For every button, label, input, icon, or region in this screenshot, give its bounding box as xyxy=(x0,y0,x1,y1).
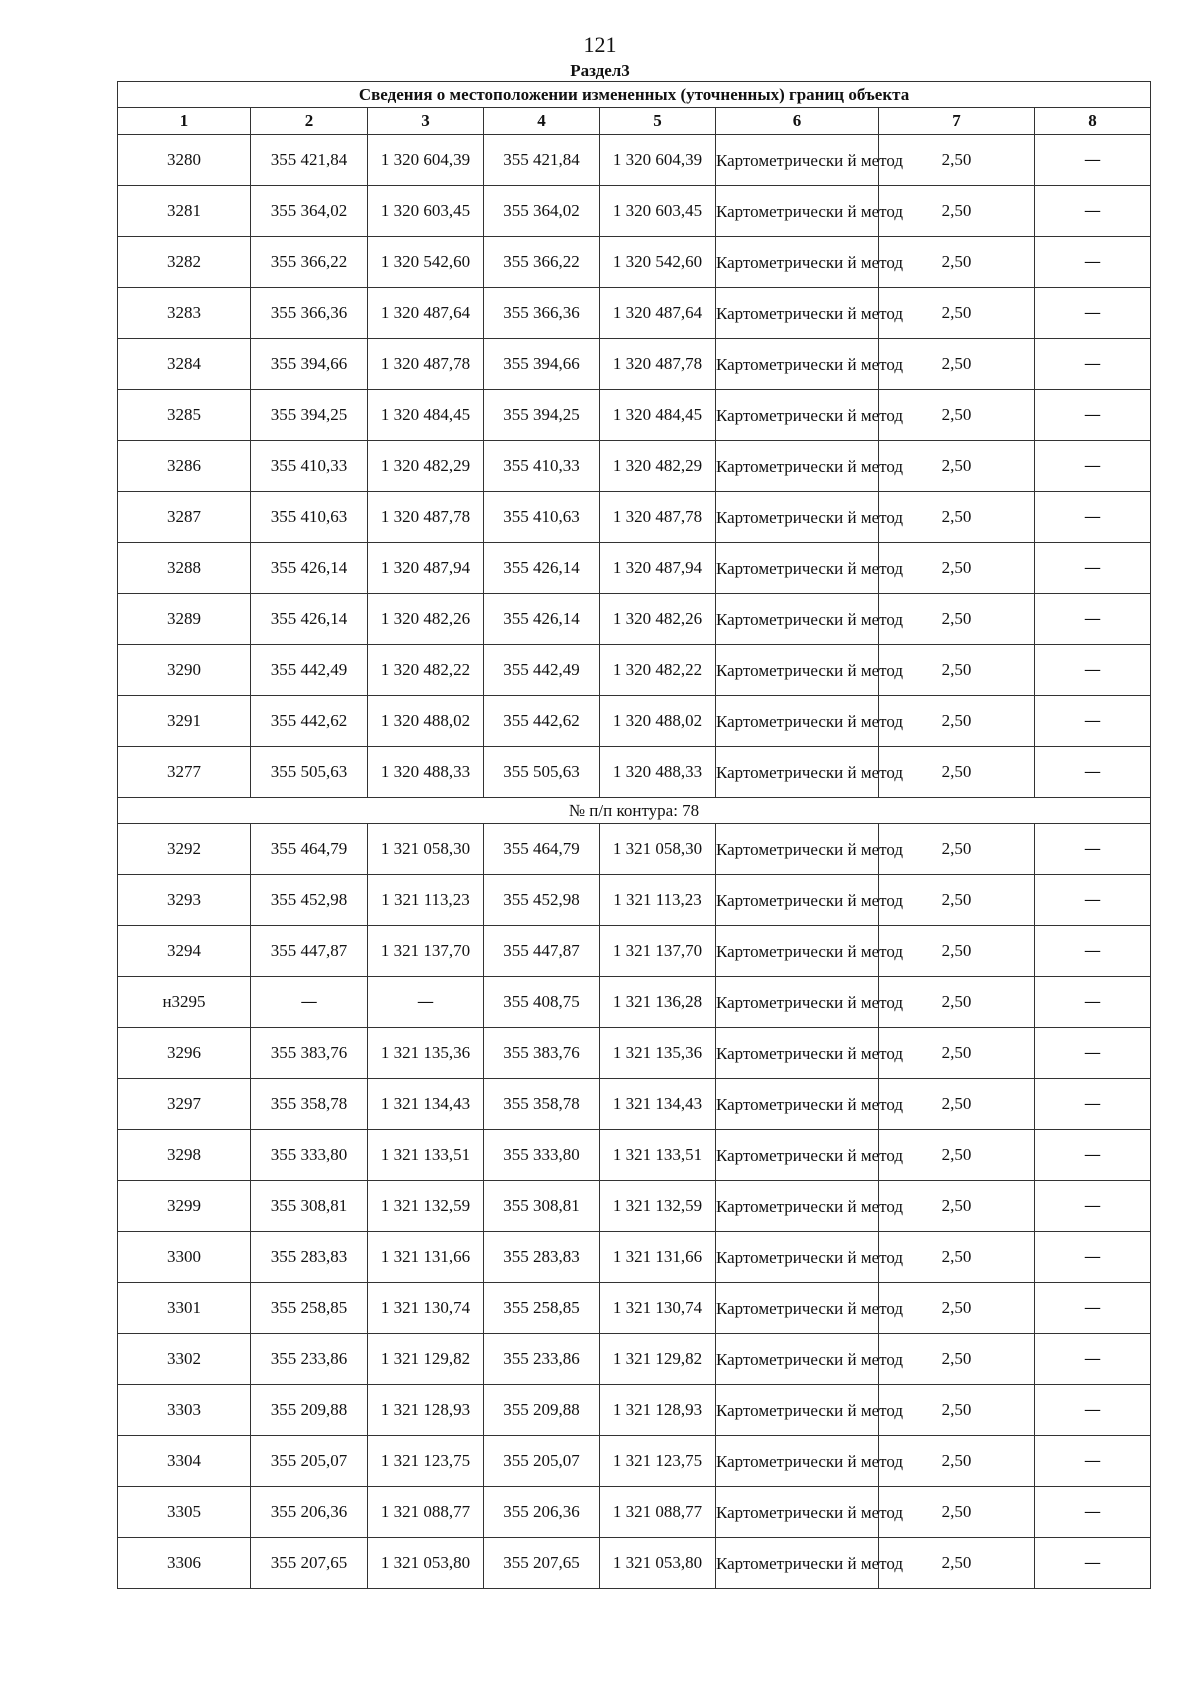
cell-note: — xyxy=(1035,1130,1151,1181)
table-row xyxy=(118,1334,1151,1385)
cell-x-new: 355 410,33 xyxy=(484,441,600,492)
cell-y-new: 1 320 487,64 xyxy=(600,288,716,339)
table-row xyxy=(118,1079,1151,1130)
page-number: 121 xyxy=(583,32,617,57)
cell-x-old: 355 366,22 xyxy=(251,237,368,288)
cell-accuracy: 2,50 xyxy=(879,1028,1035,1079)
table-row xyxy=(118,696,1151,747)
cell-x-old: 355 383,76 xyxy=(251,1028,368,1079)
point-number: 3285 xyxy=(118,390,251,441)
cell-x-new: 355 464,79 xyxy=(484,824,600,875)
table-row xyxy=(118,543,1151,594)
cell-method: Картометрически й метод xyxy=(716,747,879,798)
column-number: 8 xyxy=(1035,108,1151,135)
cell-y-new: 1 321 134,43 xyxy=(600,1079,716,1130)
cell-x-new: 355 408,75 xyxy=(484,977,600,1028)
cell-y-new: 1 320 487,94 xyxy=(600,543,716,594)
cell-x-old: 355 452,98 xyxy=(251,875,368,926)
cell-x-new: 355 442,49 xyxy=(484,645,600,696)
cell-method: Картометрически й метод xyxy=(716,186,879,237)
cell-y-old: 1 321 137,70 xyxy=(368,926,484,977)
point-number: 3300 xyxy=(118,1232,251,1283)
cell-accuracy: 2,50 xyxy=(879,1385,1035,1436)
table-row xyxy=(118,645,1151,696)
cell-x-new: 355 283,83 xyxy=(484,1232,600,1283)
column-number: 5 xyxy=(600,108,716,135)
cell-x-old: 355 358,78 xyxy=(251,1079,368,1130)
cell-method: Картометрически й метод xyxy=(716,543,879,594)
cell-accuracy: 2,50 xyxy=(879,1487,1035,1538)
cell-x-old: 355 426,14 xyxy=(251,543,368,594)
table-row xyxy=(118,594,1151,645)
cell-x-new: 355 426,14 xyxy=(484,594,600,645)
point-number: 3306 xyxy=(118,1538,251,1589)
cell-x-new: 355 206,36 xyxy=(484,1487,600,1538)
table-row xyxy=(118,186,1151,237)
column-number: 2 xyxy=(251,108,368,135)
table-row xyxy=(118,926,1151,977)
cell-x-new: 355 258,85 xyxy=(484,1283,600,1334)
cell-y-old: 1 321 129,82 xyxy=(368,1334,484,1385)
point-number: 3288 xyxy=(118,543,251,594)
table-row xyxy=(118,1283,1151,1334)
column-number: 7 xyxy=(879,108,1035,135)
cell-y-new: 1 321 131,66 xyxy=(600,1232,716,1283)
point-number: 3305 xyxy=(118,1487,251,1538)
point-number: 3293 xyxy=(118,875,251,926)
table-row xyxy=(118,441,1151,492)
table-row xyxy=(118,1130,1151,1181)
cell-note: — xyxy=(1035,543,1151,594)
point-number: 3289 xyxy=(118,594,251,645)
cell-note: — xyxy=(1035,1283,1151,1334)
cell-y-new: 1 320 542,60 xyxy=(600,237,716,288)
column-number-row xyxy=(118,108,1151,135)
cell-x-new: 355 308,81 xyxy=(484,1181,600,1232)
cell-y-old: 1 320 488,02 xyxy=(368,696,484,747)
table-row xyxy=(118,1028,1151,1079)
cell-x-old: 355 258,85 xyxy=(251,1283,368,1334)
table-row xyxy=(118,390,1151,441)
cell-accuracy: 2,50 xyxy=(879,288,1035,339)
cell-note: — xyxy=(1035,1028,1151,1079)
cell-accuracy: 2,50 xyxy=(879,1079,1035,1130)
table-row xyxy=(118,1181,1151,1232)
cell-method: Картометрически й метод xyxy=(716,1181,879,1232)
cell-y-new: 1 321 135,36 xyxy=(600,1028,716,1079)
cell-y-old: 1 320 482,22 xyxy=(368,645,484,696)
cell-y-old: 1 320 484,45 xyxy=(368,390,484,441)
cell-x-old: 355 207,65 xyxy=(251,1538,368,1589)
cell-y-old: 1 321 058,30 xyxy=(368,824,484,875)
cell-accuracy: 2,50 xyxy=(879,1538,1035,1589)
cell-method: Картометрически й метод xyxy=(716,1487,879,1538)
cell-x-old: 355 442,49 xyxy=(251,645,368,696)
cell-y-old: 1 320 487,78 xyxy=(368,492,484,543)
cell-y-old: 1 320 482,29 xyxy=(368,441,484,492)
cell-x-new: 355 394,66 xyxy=(484,339,600,390)
cell-note: — xyxy=(1035,441,1151,492)
cell-accuracy: 2,50 xyxy=(879,747,1035,798)
table-row xyxy=(118,875,1151,926)
cell-y-old: — xyxy=(368,977,484,1028)
cell-method: Картометрически й метод xyxy=(716,390,879,441)
table-row xyxy=(118,1487,1151,1538)
cell-y-new: 1 321 129,82 xyxy=(600,1334,716,1385)
cell-note: — xyxy=(1035,135,1151,186)
cell-y-old: 1 320 487,94 xyxy=(368,543,484,594)
column-number: 6 xyxy=(716,108,879,135)
cell-y-old: 1 321 133,51 xyxy=(368,1130,484,1181)
table-row xyxy=(118,237,1151,288)
cell-y-new: 1 321 128,93 xyxy=(600,1385,716,1436)
cell-accuracy: 2,50 xyxy=(879,926,1035,977)
cell-y-new: 1 320 603,45 xyxy=(600,186,716,237)
point-number: 3287 xyxy=(118,492,251,543)
cell-y-new: 1 321 088,77 xyxy=(600,1487,716,1538)
cell-x-old: 355 233,86 xyxy=(251,1334,368,1385)
cell-accuracy: 2,50 xyxy=(879,441,1035,492)
point-number: 3301 xyxy=(118,1283,251,1334)
contour-label: № п/п контура: 78 xyxy=(118,798,1151,824)
cell-x-new: 355 333,80 xyxy=(484,1130,600,1181)
cell-accuracy: 2,50 xyxy=(879,1283,1035,1334)
cell-note: — xyxy=(1035,390,1151,441)
cell-method: Картометрически й метод xyxy=(716,1232,879,1283)
cell-accuracy: 2,50 xyxy=(879,875,1035,926)
cell-note: — xyxy=(1035,1181,1151,1232)
point-number: 3299 xyxy=(118,1181,251,1232)
column-number: 1 xyxy=(118,108,251,135)
cell-y-new: 1 320 488,33 xyxy=(600,747,716,798)
point-number: 3281 xyxy=(118,186,251,237)
point-number: 3292 xyxy=(118,824,251,875)
cell-method: Картометрически й метод xyxy=(716,339,879,390)
point-number: 3302 xyxy=(118,1334,251,1385)
cell-method: Картометрически й метод xyxy=(716,824,879,875)
cell-note: — xyxy=(1035,926,1151,977)
cell-y-old: 1 321 132,59 xyxy=(368,1181,484,1232)
cell-x-old: 355 206,36 xyxy=(251,1487,368,1538)
boundary-coordinates-table xyxy=(117,81,1151,1589)
point-number: 3290 xyxy=(118,645,251,696)
cell-y-new: 1 321 058,30 xyxy=(600,824,716,875)
column-number: 3 xyxy=(368,108,484,135)
cell-note: — xyxy=(1035,645,1151,696)
cell-accuracy: 2,50 xyxy=(879,492,1035,543)
point-number: 3294 xyxy=(118,926,251,977)
cell-method: Картометрически й метод xyxy=(716,135,879,186)
cell-accuracy: 2,50 xyxy=(879,1130,1035,1181)
cell-x-new: 355 394,25 xyxy=(484,390,600,441)
cell-method: Картометрически й метод xyxy=(716,441,879,492)
cell-y-new: 1 320 488,02 xyxy=(600,696,716,747)
cell-accuracy: 2,50 xyxy=(879,594,1035,645)
cell-x-old: 355 308,81 xyxy=(251,1181,368,1232)
table-caption: Сведения о местоположении измененных (уточненных) границ объекта xyxy=(118,82,1151,108)
cell-x-old: 355 421,84 xyxy=(251,135,368,186)
table-row xyxy=(118,492,1151,543)
cell-x-new: 355 364,02 xyxy=(484,186,600,237)
cell-note: — xyxy=(1035,696,1151,747)
cell-accuracy: 2,50 xyxy=(879,824,1035,875)
cell-y-new: 1 320 482,29 xyxy=(600,441,716,492)
cell-y-new: 1 320 484,45 xyxy=(600,390,716,441)
cell-method: Картометрически й метод xyxy=(716,1028,879,1079)
cell-accuracy: 2,50 xyxy=(879,339,1035,390)
table-row xyxy=(118,1436,1151,1487)
cell-accuracy: 2,50 xyxy=(879,135,1035,186)
point-number: 3280 xyxy=(118,135,251,186)
cell-y-new: 1 320 604,39 xyxy=(600,135,716,186)
table-row xyxy=(118,1385,1151,1436)
cell-accuracy: 2,50 xyxy=(879,186,1035,237)
cell-method: Картометрически й метод xyxy=(716,237,879,288)
cell-method: Картометрически й метод xyxy=(716,875,879,926)
cell-y-new: 1 320 487,78 xyxy=(600,339,716,390)
cell-y-new: 1 321 136,28 xyxy=(600,977,716,1028)
cell-x-old: 355 410,63 xyxy=(251,492,368,543)
cell-x-new: 355 366,36 xyxy=(484,288,600,339)
cell-y-old: 1 321 113,23 xyxy=(368,875,484,926)
cell-x-new: 355 209,88 xyxy=(484,1385,600,1436)
cell-x-old: 355 366,36 xyxy=(251,288,368,339)
cell-note: — xyxy=(1035,492,1151,543)
cell-x-old: 355 426,14 xyxy=(251,594,368,645)
cell-y-new: 1 321 132,59 xyxy=(600,1181,716,1232)
cell-x-old: 355 283,83 xyxy=(251,1232,368,1283)
cell-method: Картометрически й метод xyxy=(716,1334,879,1385)
cell-accuracy: 2,50 xyxy=(879,645,1035,696)
cell-x-new: 355 452,98 xyxy=(484,875,600,926)
cell-method: Картометрически й метод xyxy=(716,926,879,977)
cell-x-new: 355 410,63 xyxy=(484,492,600,543)
cell-y-old: 1 321 128,93 xyxy=(368,1385,484,1436)
point-number: 3277 xyxy=(118,747,251,798)
cell-x-new: 355 421,84 xyxy=(484,135,600,186)
cell-x-new: 355 233,86 xyxy=(484,1334,600,1385)
cell-method: Картометрически й метод xyxy=(716,1538,879,1589)
cell-note: — xyxy=(1035,594,1151,645)
cell-y-old: 1 321 130,74 xyxy=(368,1283,484,1334)
cell-y-old: 1 320 603,45 xyxy=(368,186,484,237)
cell-y-old: 1 320 542,60 xyxy=(368,237,484,288)
cell-y-new: 1 320 487,78 xyxy=(600,492,716,543)
point-number: н3295 xyxy=(118,977,251,1028)
table-row xyxy=(118,824,1151,875)
cell-y-old: 1 320 487,64 xyxy=(368,288,484,339)
point-number: 3282 xyxy=(118,237,251,288)
cell-accuracy: 2,50 xyxy=(879,1334,1035,1385)
cell-y-new: 1 321 053,80 xyxy=(600,1538,716,1589)
cell-x-old: 355 447,87 xyxy=(251,926,368,977)
cell-note: — xyxy=(1035,1334,1151,1385)
cell-x-new: 355 505,63 xyxy=(484,747,600,798)
cell-y-new: 1 321 113,23 xyxy=(600,875,716,926)
cell-accuracy: 2,50 xyxy=(879,696,1035,747)
cell-x-old: 355 394,66 xyxy=(251,339,368,390)
cell-method: Картометрически й метод xyxy=(716,1385,879,1436)
cell-y-new: 1 320 482,26 xyxy=(600,594,716,645)
cell-y-old: 1 321 135,36 xyxy=(368,1028,484,1079)
table-row xyxy=(118,135,1151,186)
cell-y-new: 1 321 137,70 xyxy=(600,926,716,977)
cell-method: Картометрически й метод xyxy=(716,1079,879,1130)
cell-method: Картометрически й метод xyxy=(716,594,879,645)
cell-method: Картометрически й метод xyxy=(716,645,879,696)
point-number: 3297 xyxy=(118,1079,251,1130)
table-row xyxy=(118,339,1151,390)
cell-x-old: 355 505,63 xyxy=(251,747,368,798)
table-row xyxy=(118,1232,1151,1283)
cell-method: Картометрически й метод xyxy=(716,492,879,543)
cell-x-old: 355 364,02 xyxy=(251,186,368,237)
cell-x-new: 355 207,65 xyxy=(484,1538,600,1589)
cell-note: — xyxy=(1035,977,1151,1028)
cell-method: Картометрически й метод xyxy=(716,288,879,339)
point-number: 3303 xyxy=(118,1385,251,1436)
cell-note: — xyxy=(1035,747,1151,798)
cell-y-old: 1 320 604,39 xyxy=(368,135,484,186)
cell-y-old: 1 321 053,80 xyxy=(368,1538,484,1589)
cell-note: — xyxy=(1035,339,1151,390)
cell-note: — xyxy=(1035,186,1151,237)
cell-y-old: 1 321 134,43 xyxy=(368,1079,484,1130)
cell-accuracy: 2,50 xyxy=(879,390,1035,441)
cell-y-new: 1 320 482,22 xyxy=(600,645,716,696)
section-title: Раздел3 xyxy=(570,61,630,80)
cell-y-old: 1 320 482,26 xyxy=(368,594,484,645)
cell-note: — xyxy=(1035,1385,1151,1436)
cell-note: — xyxy=(1035,1232,1151,1283)
cell-x-old: 355 209,88 xyxy=(251,1385,368,1436)
point-number: 3296 xyxy=(118,1028,251,1079)
cell-y-old: 1 320 488,33 xyxy=(368,747,484,798)
point-number: 3298 xyxy=(118,1130,251,1181)
cell-x-old: 355 333,80 xyxy=(251,1130,368,1181)
cell-x-new: 355 383,76 xyxy=(484,1028,600,1079)
cell-note: — xyxy=(1035,824,1151,875)
point-number: 3304 xyxy=(118,1436,251,1487)
table-row xyxy=(118,747,1151,798)
cell-method: Картометрически й метод xyxy=(716,696,879,747)
cell-y-old: 1 320 487,78 xyxy=(368,339,484,390)
cell-method: Картометрически й метод xyxy=(716,1283,879,1334)
cell-x-new: 355 442,62 xyxy=(484,696,600,747)
cell-note: — xyxy=(1035,237,1151,288)
cell-x-old: 355 394,25 xyxy=(251,390,368,441)
cell-method: Картометрически й метод xyxy=(716,1436,879,1487)
cell-x-old: — xyxy=(251,977,368,1028)
table-row xyxy=(118,1538,1151,1589)
cell-x-old: 355 442,62 xyxy=(251,696,368,747)
contour-row xyxy=(118,798,1151,824)
cell-x-old: 355 410,33 xyxy=(251,441,368,492)
cell-accuracy: 2,50 xyxy=(879,1232,1035,1283)
cell-accuracy: 2,50 xyxy=(879,1181,1035,1232)
table-row xyxy=(118,977,1151,1028)
cell-x-new: 355 205,07 xyxy=(484,1436,600,1487)
cell-note: — xyxy=(1035,1079,1151,1130)
cell-note: — xyxy=(1035,288,1151,339)
cell-note: — xyxy=(1035,1487,1151,1538)
cell-note: — xyxy=(1035,875,1151,926)
cell-y-old: 1 321 088,77 xyxy=(368,1487,484,1538)
cell-note: — xyxy=(1035,1436,1151,1487)
point-number: 3284 xyxy=(118,339,251,390)
cell-x-old: 355 205,07 xyxy=(251,1436,368,1487)
cell-y-old: 1 321 131,66 xyxy=(368,1232,484,1283)
cell-x-new: 355 426,14 xyxy=(484,543,600,594)
cell-x-old: 355 464,79 xyxy=(251,824,368,875)
cell-y-old: 1 321 123,75 xyxy=(368,1436,484,1487)
point-number: 3286 xyxy=(118,441,251,492)
cell-x-new: 355 447,87 xyxy=(484,926,600,977)
cell-method: Картометрически й метод xyxy=(716,1130,879,1181)
cell-method: Картометрически й метод xyxy=(716,977,879,1028)
table-row xyxy=(118,288,1151,339)
cell-accuracy: 2,50 xyxy=(879,977,1035,1028)
point-number: 3291 xyxy=(118,696,251,747)
cell-accuracy: 2,50 xyxy=(879,543,1035,594)
column-number: 4 xyxy=(484,108,600,135)
cell-y-new: 1 321 130,74 xyxy=(600,1283,716,1334)
cell-note: — xyxy=(1035,1538,1151,1589)
cell-accuracy: 2,50 xyxy=(879,237,1035,288)
cell-y-new: 1 321 123,75 xyxy=(600,1436,716,1487)
cell-accuracy: 2,50 xyxy=(879,1436,1035,1487)
cell-y-new: 1 321 133,51 xyxy=(600,1130,716,1181)
point-number: 3283 xyxy=(118,288,251,339)
cell-x-new: 355 366,22 xyxy=(484,237,600,288)
cell-x-new: 355 358,78 xyxy=(484,1079,600,1130)
